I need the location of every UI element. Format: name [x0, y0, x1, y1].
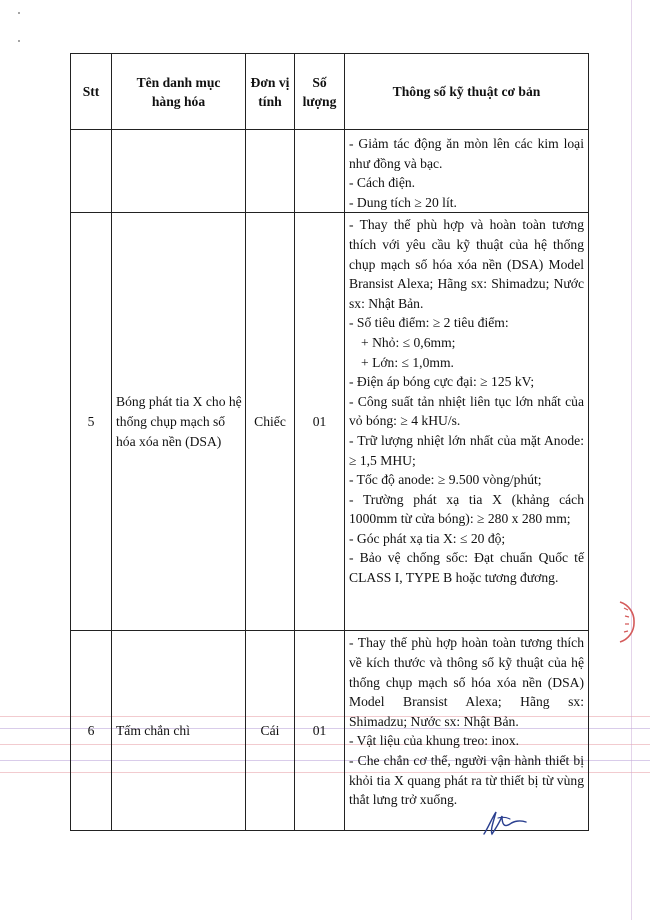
table-header-row — [71, 54, 589, 130]
cell-quantity: 01 — [295, 631, 345, 831]
table-row-item-5 — [71, 213, 589, 631]
spec-line: - Công suất tản nhiệt liên tục lớn nhất của vỏ bóng: ≥ 4 kHU/s. — [349, 393, 584, 429]
stamp-fragment — [618, 600, 636, 644]
spec-line: + Nhỏ: ≤ 0,6mm; — [361, 334, 456, 350]
table-row-item-6 — [71, 631, 589, 831]
scan-speck — [18, 40, 20, 42]
spec-line: - Dung tích ≥ 20 lít. — [349, 194, 457, 210]
spec-line: - Góc phát xạ tia X: ≤ 20 độ; — [349, 530, 506, 546]
spec-line: - Cách điện. — [349, 175, 416, 191]
spec-line: - Bảo vệ chống sốc: Đạt chuẩn Quốc tế CLASS I, TYPE B hoặc tương đương. — [349, 550, 584, 586]
header-quantity: Số lượng — [295, 54, 345, 130]
spec-line: - Trường phát xạ tia X (khảng cách 1000mm từ cửa bóng): ≥ 280 x 280 mm; — [349, 491, 584, 527]
cell-item-name: Tấm chắn chì — [112, 631, 246, 831]
cell-specification — [345, 631, 589, 831]
cell-unit: Cái — [246, 631, 295, 831]
header-specification: Thông số kỹ thuật cơ bản — [345, 54, 589, 130]
table-row-continuation — [71, 130, 589, 213]
spec-line: - Thay thế phù hợp và hoàn toàn tương thích với yêu cầu kỹ thuật của hệ thống chụp mạch số hóa xóa nền (DSA) Model Bransist Alexa; Hãng sx: Shimadzu; Nước sx: Nhật Bản. — [349, 217, 584, 311]
header-unit: Đơn vị tính — [246, 54, 295, 130]
cell-unit: Chiếc — [246, 213, 295, 631]
spec-line: - Tốc độ anode: ≥ 9.500 vòng/phút; — [349, 472, 542, 488]
spec-line: - Số tiêu điểm: ≥ 2 tiêu điểm: — [349, 315, 509, 331]
scan-guide-vertical — [631, 0, 632, 920]
cell-quantity: 01 — [295, 213, 345, 631]
cell-stt: 6 — [71, 631, 112, 831]
cell-empty — [71, 130, 112, 213]
signature-mark — [480, 808, 528, 838]
cell-empty — [246, 130, 295, 213]
scan-speck — [18, 12, 20, 14]
spec-line: - Điện áp bóng cực đại: ≥ 125 kV; — [349, 374, 535, 390]
cell-empty — [295, 130, 345, 213]
cell-spec-continuation — [345, 130, 589, 213]
cell-item-name: Bóng phát tia X cho hệ thống chụp mạch số hóa xóa nền (DSA) — [112, 213, 246, 631]
specification-table — [70, 53, 589, 831]
spec-line: - Giảm tác động ăn mòn lên các kim loại như đồng và bạc. — [349, 136, 584, 171]
header-stt: Stt — [71, 54, 112, 130]
cell-stt: 5 — [71, 213, 112, 631]
spec-line: - Vật liệu của khung treo: inox. — [349, 733, 520, 749]
cell-specification — [345, 213, 589, 631]
spec-line: - Trữ lượng nhiệt lớn nhất của mặt Anode: ≥ 1,5 MHU; — [349, 432, 584, 468]
header-item-name: Tên danh mục hàng hóa — [112, 54, 246, 130]
cell-empty — [112, 130, 246, 213]
spec-line: + Lớn: ≤ 1,0mm. — [361, 354, 454, 370]
spec-line: - Che chắn cơ thể, người vận hành thiết bị khỏi tia X quang phát ra từ thiết bị từ vùng thắt lưng trở xuống. — [349, 752, 584, 808]
spec-line: - Thay thế phù hợp hoàn toàn tương thích về kích thước và thông số kỹ thuật của hệ thống chụp mạch số hóa xóa nền (DSA) Model Bransist Alexa; Hãng sx: Shimadzu; Nước sx: Nhật Bản. — [349, 635, 584, 729]
